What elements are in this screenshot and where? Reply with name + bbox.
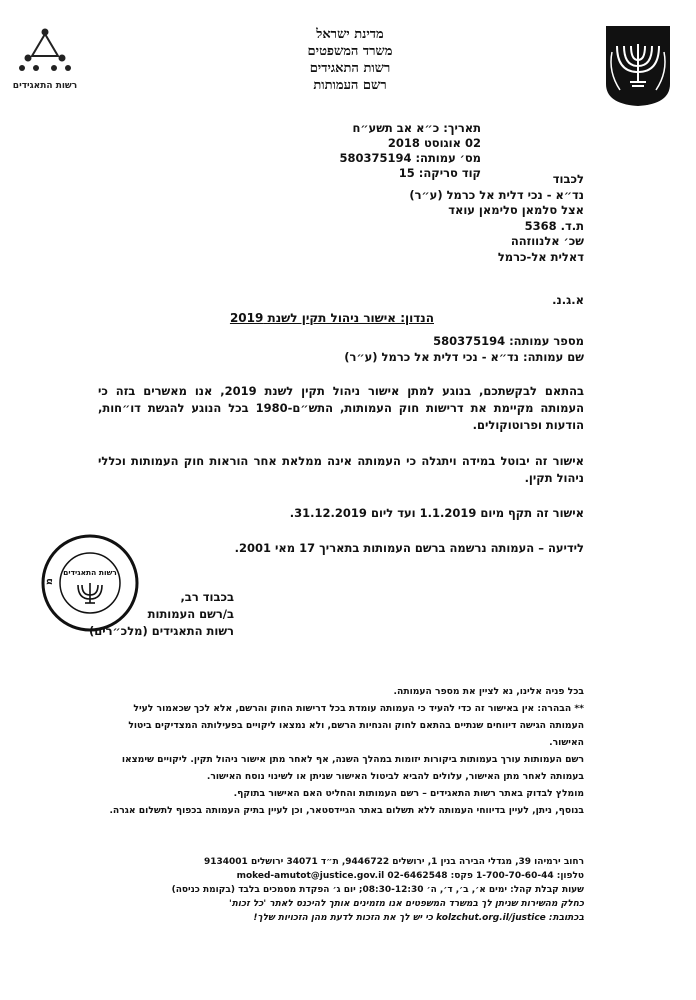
logo-text: רשות התאגידים <box>12 81 78 91</box>
address-line: נד״א - נכי דלית אל כרמל (ע״ר) <box>409 187 584 202</box>
note-line: בכל פניה אלינו, נא לציין את מספר העמותה. <box>393 686 584 697</box>
state-emblem-menorah-icon <box>602 22 674 108</box>
date-gregorian: 02 אוגוסט 2018 <box>387 136 481 150</box>
note-line: בעמותה לאחר מתן האישור, עלולים להביא לביטול האישור שניתן או לשינוי נוסח האישור. <box>206 771 584 782</box>
date-hebrew: תאריך: כ״א אב תשע״ח <box>352 121 481 135</box>
corporations-authority-logo <box>10 28 80 118</box>
address-line: אצל סלמאן סלימאן עואד <box>448 203 584 217</box>
note-line: בנוסף, ניתן, לעיין בדיווחי העמותה ללא תשלום באתר הגיידסטאר, וכן לעיין בתיק העמותה בכפוף לתשלום אגרה. <box>109 805 584 816</box>
registration-line: לידיעה – העמותה נרשמה ברשם העמותות בתאריך 17 מאי 2001. <box>234 541 584 555</box>
note-line: האישור. <box>549 737 584 748</box>
footer-hours: שעות קבלת קהל: ימים א׳, ב׳, ד׳, ה׳ 08:30-12:30; יום ג׳ הפקדת מסמכים בלבד (בקומת כניסה) <box>171 885 584 895</box>
note-line: ** הבהרה: אין באישור זה כדי להעיד כי העמותה עומדת בכל דרישות החוק והרשם, אלא לכך שכאמור לעיל <box>133 703 584 714</box>
greeting: א.ג.נ. <box>552 293 584 307</box>
footer-contact: טלפון: 1-700-70-60-44 פקס: 02-6462548 moked-amutot@justice.gov.il <box>236 871 584 881</box>
association-number: מספר עמותה: 580375194 <box>433 334 584 348</box>
stamp-inner-text: רשות התאגידים <box>63 568 117 577</box>
address-line: לכבוד <box>552 172 584 186</box>
closing: בכבוד רב, <box>180 590 234 604</box>
footer-kolzchut-invite: כחלק מהשירות שניתן לך במשרד המשפטים אנו מזמינים אותך להיכנס לאתר 'כל זכות' <box>229 899 584 909</box>
association-details <box>344 333 584 365</box>
signature-block <box>44 589 234 640</box>
address-line: דאלית אל-כרמל <box>497 249 584 264</box>
corporations-authority-logo-icon <box>10 28 80 118</box>
scan-code: קוד סריקה: 15 <box>398 166 481 180</box>
subject-line: הנדון: אישור ניהול תקין לשנת 2019 <box>229 311 434 325</box>
association-name: שם עמותה: נד״א - נכי דלית אל כרמל (ע״ר) <box>344 350 584 364</box>
letterhead-line-authority: רשות התאגידים <box>309 61 391 76</box>
letterhead-line-ministry: משרד המשפטים <box>307 44 393 59</box>
letterhead-line-registrar: רשם העמותות <box>313 78 387 93</box>
body-paragraph-approval: בהתאם לבקשתכם, בנוגע למתן אישור ניהול תקין לשנת 2019, אנו מאשרים בזה כי העמותה מקיימת את דרישות חוק העמותות, התש״ם-1980 בכל הנוגע להגשת דו״חות, הודעות ופרוטוקולים. <box>98 384 585 432</box>
note-line: העמותה הגישה דיווחים שנתיים בהתאם לחוק והנחיות הרשם, ולא נמצאו ליקויים בפעילותה המצדיקים ביטול <box>128 720 584 731</box>
address-line: ת.ד. 5368 <box>524 218 584 233</box>
note-line: מומלץ לבדוק באתר רשות התאגידים – רשם העמותות והחליט האם האישור בתוקף. <box>233 788 584 799</box>
address-line: שכ׳ אלנווזהה <box>510 234 584 248</box>
stamp-outer-text: מ <box>43 577 56 586</box>
association-number-meta: מס׳ עמותה: 580375194 <box>339 151 481 165</box>
signatory-department: רשות התאגידים (מלכ״רים) <box>88 624 234 638</box>
recipient-address <box>284 172 584 265</box>
footer <box>74 855 584 925</box>
letterhead-line-state: מדינת ישראל <box>316 27 384 42</box>
validity-line: אישור זה תקף מיום 1.1.2019 ועד ליום 31.12.2019. <box>289 506 584 520</box>
note-line: רשם העמותות עורך בעמותות ביקורות יזומות במהלך השנה, אף לאחר מתן אישור ניהול תקין. ליקויים שימצאו <box>121 754 584 765</box>
signatory-title: ב/רשם העמותות <box>147 607 234 621</box>
state-emblem <box>602 22 674 108</box>
footer-address: רחוב ירמיהו 39, מגדלי הבירה בנין 1, ירושלים 9446722, ת״ד 34071 ירושלים 9134001 <box>203 857 584 867</box>
notes-block <box>98 683 584 819</box>
body-paragraph-cancellation: אישור זה יבוטל במידה ויתגלה כי העמותה אינה ממלאת אחר הוראות חוק העמותות וכללי ניהול תקין. <box>98 454 584 485</box>
letterhead <box>250 26 450 94</box>
footer-kolzchut-link[interactable]: בכתובת: kolzchut.org.il/justice כי יש לך את הזכות לדעת מהן הזכויות שלך! <box>253 913 584 923</box>
